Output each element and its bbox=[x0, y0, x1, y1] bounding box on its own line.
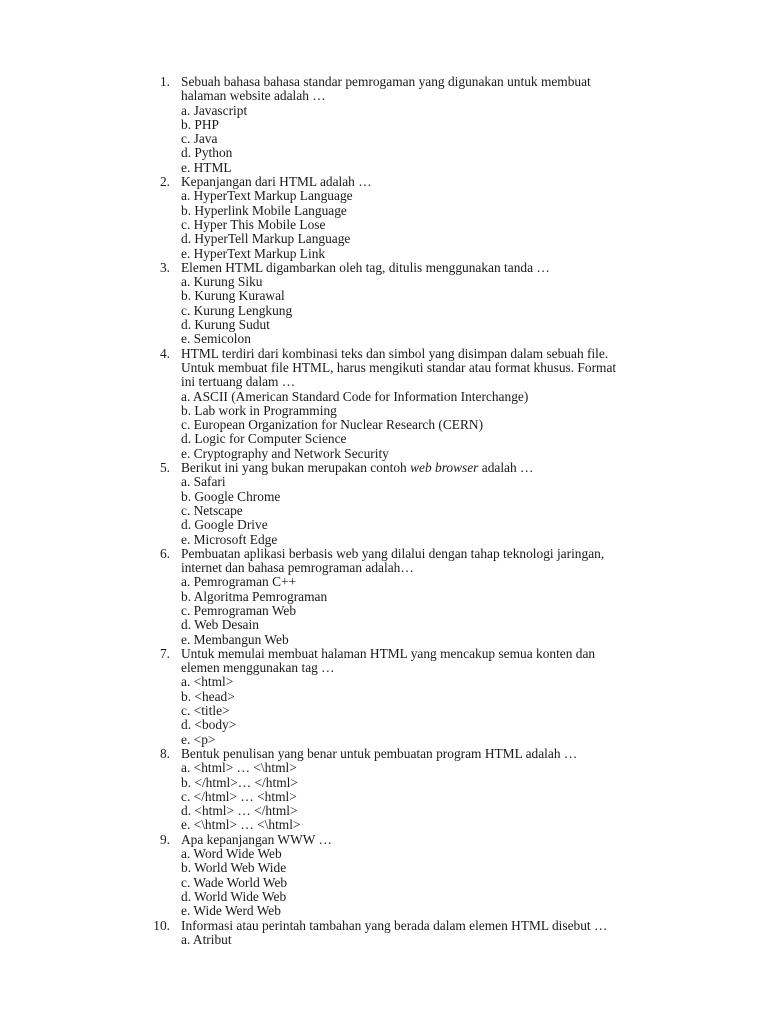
answer-option: b. Algoritma Pemrograman bbox=[181, 588, 328, 604]
answer-option: c. Hyper This Mobile Lose bbox=[181, 216, 326, 232]
answer-option: c. <title> bbox=[181, 703, 230, 719]
question-list bbox=[0, 75, 768, 947]
answer-options bbox=[181, 390, 768, 461]
question-line: halaman website adalah … bbox=[181, 88, 326, 104]
question-line: Untuk memulai membuat halaman HTML yang mencakup semua konten dan bbox=[181, 645, 596, 661]
question-text-segment: adalah … bbox=[478, 460, 534, 476]
question-line: Bentuk penulisan yang benar untuk pembuatan program HTML adalah … bbox=[181, 745, 578, 761]
answer-option: b. World Web Wide bbox=[181, 860, 287, 876]
question-line: Pembuatan aplikasi berbasis web yang dilalui dengan tahap teknologi jaringan, bbox=[181, 545, 605, 561]
question-line: Apa kepanjangan WWW … bbox=[181, 831, 332, 847]
question-line: internet dan bahasa pemrograman adalah… bbox=[181, 560, 414, 576]
answer-option: a. <html> … <\html> bbox=[181, 760, 297, 776]
answer-options bbox=[181, 275, 768, 346]
answer-option: e. Semicolon bbox=[181, 331, 251, 347]
answer-option: c. Kurung Lengkung bbox=[181, 302, 293, 318]
answer-option: b. PHP bbox=[181, 116, 219, 132]
question-line: elemen menggunakan tag … bbox=[181, 660, 335, 676]
answer-option: d. Web Desain bbox=[181, 617, 259, 633]
question-number: 8. bbox=[159, 745, 170, 761]
answer-option: a. ASCII (American Standard Code for Information Interchange) bbox=[181, 388, 529, 404]
answer-option: a. Kurung Siku bbox=[181, 274, 263, 290]
answer-option: a. Word Wide Web bbox=[181, 846, 282, 862]
answer-option: b. </html>… </html> bbox=[181, 774, 298, 790]
answer-option: e. Wide Werd Web bbox=[181, 903, 281, 919]
answer-option: d. Python bbox=[181, 145, 233, 161]
question-line: Sebuah bahasa bahasa standar pemrogaman yang digunakan untuk membuat bbox=[181, 74, 591, 89]
question-line bbox=[181, 461, 681, 475]
answer-option: c. Pemrograman Web bbox=[181, 602, 297, 618]
answer-option: b. <head> bbox=[181, 688, 235, 704]
question-7 bbox=[0, 647, 768, 747]
answer-option: b. Google Chrome bbox=[181, 488, 281, 504]
question-text bbox=[181, 461, 681, 475]
question-2 bbox=[0, 175, 768, 261]
question-line: HTML terdiri dari kombinasi teks dan simbol yang disimpan dalam sebuah file. bbox=[181, 345, 609, 361]
answer-options bbox=[181, 847, 768, 918]
answer-option: e. <\html> … <\html> bbox=[181, 817, 301, 833]
answer-option: a. HyperText Markup Language bbox=[181, 188, 353, 204]
question-line: ini tertuang dalam … bbox=[181, 374, 296, 390]
answer-options bbox=[181, 475, 768, 546]
answer-option: e. <p> bbox=[181, 731, 216, 747]
answer-option: c. Netscape bbox=[181, 502, 243, 518]
answer-option: e. HTML bbox=[181, 159, 232, 175]
question-9 bbox=[0, 833, 768, 919]
question-3 bbox=[0, 261, 768, 347]
answer-option: b. Hyperlink Mobile Language bbox=[181, 202, 347, 218]
answer-options bbox=[181, 104, 768, 175]
question-line: Informasi atau perintah tambahan yang berada dalam elemen HTML disebut … bbox=[181, 917, 608, 933]
answer-options bbox=[181, 675, 768, 746]
question-line: Untuk membuat file HTML, harus mengikuti standar atau format khusus. Format bbox=[181, 359, 617, 375]
question-6 bbox=[0, 547, 768, 647]
question-1 bbox=[0, 75, 768, 175]
answer-option: d. Logic for Computer Science bbox=[181, 431, 347, 447]
answer-option: d. Google Drive bbox=[181, 517, 268, 533]
question-text bbox=[181, 747, 681, 761]
question-4 bbox=[0, 347, 768, 461]
question-text bbox=[181, 833, 681, 847]
question-term: web browser bbox=[410, 460, 479, 476]
question-text bbox=[181, 919, 681, 933]
answer-option: a. Pemrograman C++ bbox=[181, 574, 297, 590]
answer-options bbox=[181, 933, 768, 947]
answer-option: d. World Wide Web bbox=[181, 888, 287, 904]
answer-option: e. Membangun Web bbox=[181, 631, 289, 647]
question-10 bbox=[0, 919, 768, 948]
answer-option: c. Java bbox=[181, 131, 218, 147]
answer-option: d. <body> bbox=[181, 717, 237, 733]
question-text bbox=[181, 547, 681, 576]
question-number: 5. bbox=[159, 460, 170, 476]
question-text bbox=[181, 75, 681, 104]
answer-options bbox=[181, 189, 768, 260]
question-number: 6. bbox=[159, 545, 170, 561]
answer-options bbox=[181, 575, 768, 646]
answer-option: d. Kurung Sudut bbox=[181, 317, 270, 333]
answer-option: d. <html> … </html> bbox=[181, 803, 298, 819]
question-number: 3. bbox=[159, 259, 170, 275]
answer-option: d. HyperTell Markup Language bbox=[181, 231, 351, 247]
answer-option: e. Microsoft Edge bbox=[181, 531, 278, 547]
answer-option: a. <html> bbox=[181, 674, 234, 690]
question-text bbox=[181, 175, 681, 189]
question-5 bbox=[0, 461, 768, 547]
question-number: 2. bbox=[159, 174, 170, 190]
answer-option: e. Cryptography and Network Security bbox=[181, 445, 389, 461]
question-text bbox=[181, 647, 681, 676]
question-number: 4. bbox=[159, 345, 170, 361]
question-line: Kepanjangan dari HTML adalah … bbox=[181, 174, 372, 190]
answer-option: c. </html> … <html> bbox=[181, 788, 297, 804]
question-number: 9. bbox=[159, 831, 170, 847]
question-line: Elemen HTML digambarkan oleh tag, ditulis menggunakan tanda … bbox=[181, 259, 550, 275]
answer-option: c. Wade World Web bbox=[181, 874, 288, 890]
answer-option: e. HyperText Markup Link bbox=[181, 245, 326, 261]
question-text bbox=[181, 261, 681, 275]
question-number: 10. bbox=[153, 917, 170, 933]
answer-option: a. Safari bbox=[181, 474, 226, 490]
answer-options bbox=[181, 761, 768, 832]
question-number: 7. bbox=[159, 645, 170, 661]
answer-option: a. Atribut bbox=[181, 931, 232, 947]
question-8 bbox=[0, 747, 768, 833]
answer-option: a. Javascript bbox=[181, 102, 248, 118]
question-number: 1. bbox=[159, 74, 170, 89]
question-text-segment: Berikut ini yang bukan merupakan contoh bbox=[181, 460, 411, 476]
question-text bbox=[181, 347, 681, 390]
answer-option: b. Lab work in Programming bbox=[181, 402, 337, 418]
answer-option: c. European Organization for Nuclear Research (CERN) bbox=[181, 417, 484, 433]
answer-option: b. Kurung Kurawal bbox=[181, 288, 285, 304]
